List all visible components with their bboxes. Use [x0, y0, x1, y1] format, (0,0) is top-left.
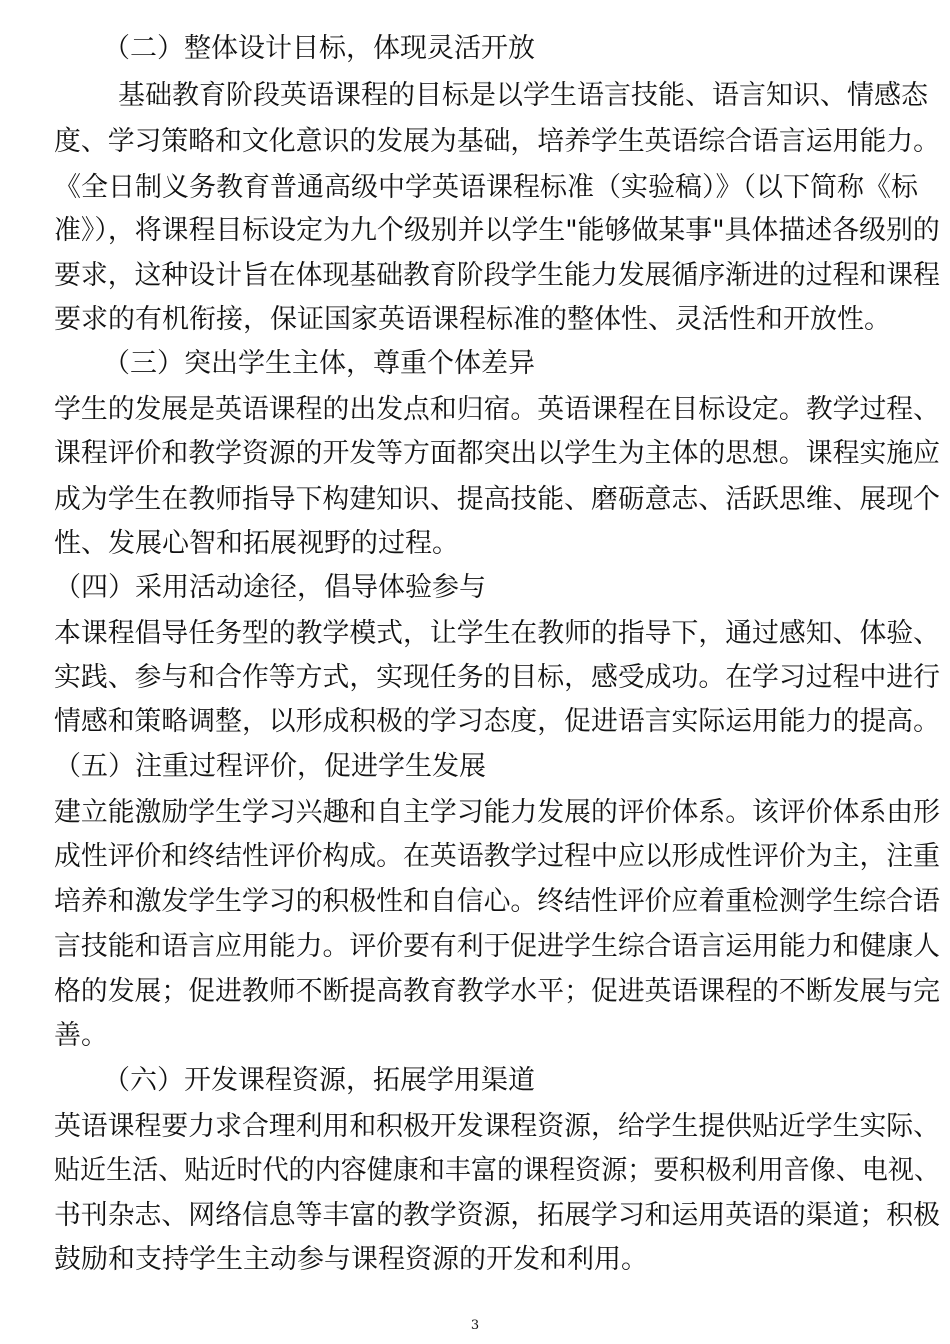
- paragraph-line: 课程评价和教学资源的开发等方面都突出以学生为主体的思想。课程实施应: [54, 438, 940, 469]
- section-heading-4: （四）采用活动途径，倡导体验参与: [54, 572, 486, 603]
- paragraph-line: 善。: [54, 1020, 108, 1051]
- section-heading-3: （三）突出学生主体，尊重个体差异: [103, 348, 535, 379]
- paragraph-line: 学生的发展是英语课程的出发点和归宿。英语课程在目标设定。教学过程、: [54, 394, 940, 425]
- paragraph-line: 培养和激发学生学习的积极性和自信心。终结性评价应着重检测学生综合语: [54, 886, 940, 917]
- paragraph-line: 本课程倡导任务型的教学模式，让学生在教师的指导下，通过感知、体验、: [54, 618, 940, 649]
- paragraph-line: 性、发展心智和拓展视野的过程。: [54, 528, 459, 559]
- paragraph-line: 言技能和语言应用能力。评价要有利于促进学生综合语言运用能力和健康人: [54, 931, 940, 962]
- section-heading-5: （五）注重过程评价，促进学生发展: [54, 751, 486, 782]
- paragraph-line: 成为学生在教师指导下构建知识、提高技能、磨砺意志、活跃思维、展现个: [54, 484, 940, 515]
- paragraph-line: 英语课程要力求合理利用和积极开发课程资源，给学生提供贴近学生实际、: [54, 1111, 940, 1142]
- paragraph-line: 要求的有机衔接，保证国家英语课程标准的整体性、灵活性和开放性。: [54, 304, 891, 335]
- section-heading-2: （二）整体设计目标，体现灵活开放: [103, 33, 535, 64]
- paragraph-line: 鼓励和支持学生主动参与课程资源的开发和利用。: [54, 1244, 648, 1275]
- paragraph-line: 实践、参与和合作等方式，实现任务的目标，感受成功。在学习过程中进行: [54, 662, 940, 693]
- section-heading-6: （六）开发课程资源，拓展学用渠道: [103, 1065, 535, 1096]
- paragraph-line: 度、学习策略和文化意识的发展为基础，培养学生英语综合语言运用能力。: [54, 126, 940, 157]
- page-number: 3: [470, 1318, 480, 1333]
- paragraph-line: 《全日制义务教育普通高级中学英语课程标准（实验稿）》（以下简称《标: [54, 172, 918, 203]
- paragraph-line: 书刊杂志、网络信息等丰富的教学资源，拓展学习和运用英语的渠道；积极: [54, 1200, 940, 1231]
- paragraph-line: 要求，这种设计旨在体现基础教育阶段学生能力发展循序渐进的过程和课程: [54, 260, 940, 291]
- paragraph-line: 情感和策略调整，以形成积极的学习态度，促进语言实际运用能力的提高。: [54, 706, 940, 737]
- paragraph-line: 成性评价和终结性评价构成。在英语教学过程中应以形成性评价为主，注重: [54, 841, 940, 872]
- paragraph-line: 基础教育阶段英语课程的目标是以学生语言技能、语言知识、情感态: [118, 80, 928, 111]
- paragraph-line: 建立能激励学生学习兴趣和自主学习能力发展的评价体系。该评价体系由形: [54, 797, 940, 828]
- paragraph-line: 格的发展；促进教师不断提高教育教学水平；促进英语课程的不断发展与完: [54, 976, 940, 1007]
- paragraph-line: 贴近生活、贴近时代的内容健康和丰富的课程资源；要积极利用音像、电视、: [54, 1155, 940, 1186]
- paragraph-line: 准》），将课程目标设定为九个级别并以学生"能够做某事"具体描述各级别的: [54, 215, 940, 246]
